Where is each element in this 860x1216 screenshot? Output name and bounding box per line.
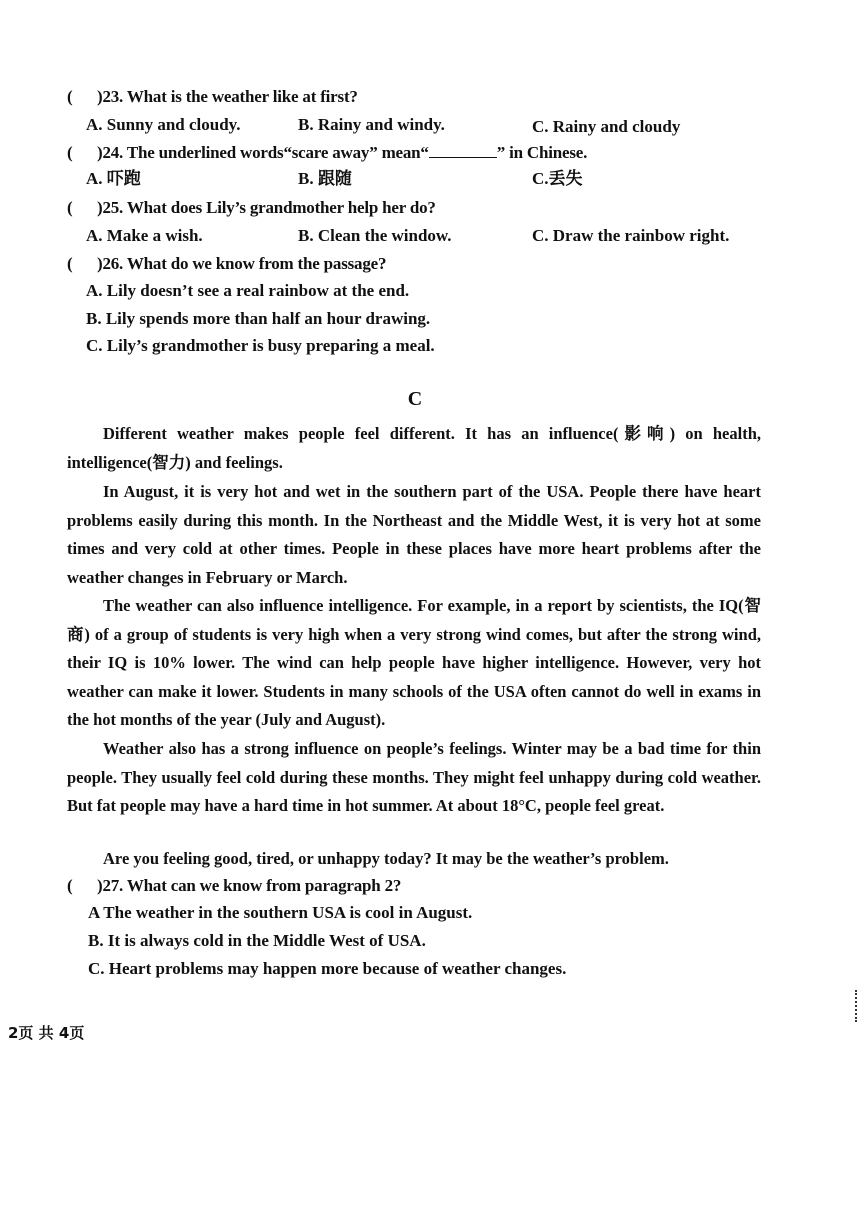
answer-paren: (: [67, 876, 73, 895]
paragraph-text: In August, it is very hot and wet in the southern part of the USA. People there have heart problems easily during this month. In the Northeast and the Middle West, it is very hot at some times and very cold at other times. People in these places have more heart problems after the weather changes in February or March.: [67, 482, 761, 587]
question-stem: )24. The underlined words“scare away” mean“: [97, 143, 429, 162]
question-stem: )26. What do we know from the passage?: [97, 254, 387, 273]
question-26: [67, 253, 386, 275]
passage-paragraph-5: [67, 845, 761, 874]
passage-paragraph-3: [67, 592, 761, 735]
answer-paren: (: [67, 87, 73, 106]
question-23: [67, 86, 358, 108]
option-b: B. Clean the window.: [298, 226, 452, 245]
option-c: C.丢失: [532, 169, 583, 188]
option-b: B. 跟随: [298, 169, 352, 188]
passage-paragraph-1: [67, 420, 761, 477]
option-a: A. 吓跑: [86, 169, 141, 188]
question-27: [67, 875, 401, 897]
option-c: C. Draw the rainbow right.: [532, 226, 730, 245]
option-a: A. Lily doesn’t see a real rainbow at the end.: [86, 281, 410, 300]
page-number: 2页 共 4页: [8, 1024, 85, 1042]
question-stem-end: ” in Chinese.: [496, 143, 588, 162]
option-b: B. It is always cold in the Middle West of USA.: [88, 931, 426, 950]
option-c: C. Heart problems may happen more because of weather changes.: [88, 959, 567, 978]
option-b: B. Rainy and windy.: [298, 115, 445, 134]
option-c: C. Rainy and cloudy: [532, 117, 681, 136]
passage-paragraph-2: [67, 478, 761, 592]
answer-paren: (: [67, 198, 73, 217]
paragraph-text: Weather also has a strong influence on people’s feelings. Winter may be a bad time for thin people. They usually feel cold during these months. They might feel unhappy during cold weather. But fat people may have a hard time in hot summer. At about 18°C, people feel great.: [67, 739, 761, 815]
section-title: C: [407, 388, 423, 410]
question-24: [67, 142, 587, 164]
paragraph-text: The weather can also influence intelligence. For example, in a report by scientists, the IQ(智商) of a group of students is very high when a very strong wind comes, but after the strong wind, their IQ is 10% lower. The wind can help people have higher intelligence. However, very hot weather can make it lower. Students in many schools of the USA often cannot do well in exams in the hot months of the year (July and August).: [67, 596, 761, 729]
question-25: [67, 197, 436, 219]
paragraph-text: Are you feeling good, tired, or unhappy today? It may be the weather’s problem.: [103, 849, 669, 868]
option-a: A. Make a wish.: [86, 226, 203, 245]
option-c: C. Lily’s grandmother is busy preparing a meal.: [86, 336, 435, 355]
answer-paren: (: [67, 143, 73, 162]
option-a: A The weather in the southern USA is cool in August.: [88, 903, 473, 922]
passage-paragraph-4: [67, 735, 761, 821]
question-stem: )23. What is the weather like at first?: [97, 87, 358, 106]
option-b: B. Lily spends more than half an hour drawing.: [86, 309, 431, 328]
question-stem: )27. What can we know from paragraph 2?: [97, 876, 402, 895]
answer-blank: [429, 143, 497, 158]
scan-edge-mark: [855, 990, 860, 1022]
option-a: A. Sunny and cloudy.: [86, 115, 241, 134]
paragraph-text: Different weather makes people feel different. It has an influence(影响) on health, intelligence(智力) and feelings.: [67, 424, 761, 472]
answer-paren: (: [67, 254, 73, 273]
question-stem: )25. What does Lily’s grandmother help her do?: [97, 198, 436, 217]
